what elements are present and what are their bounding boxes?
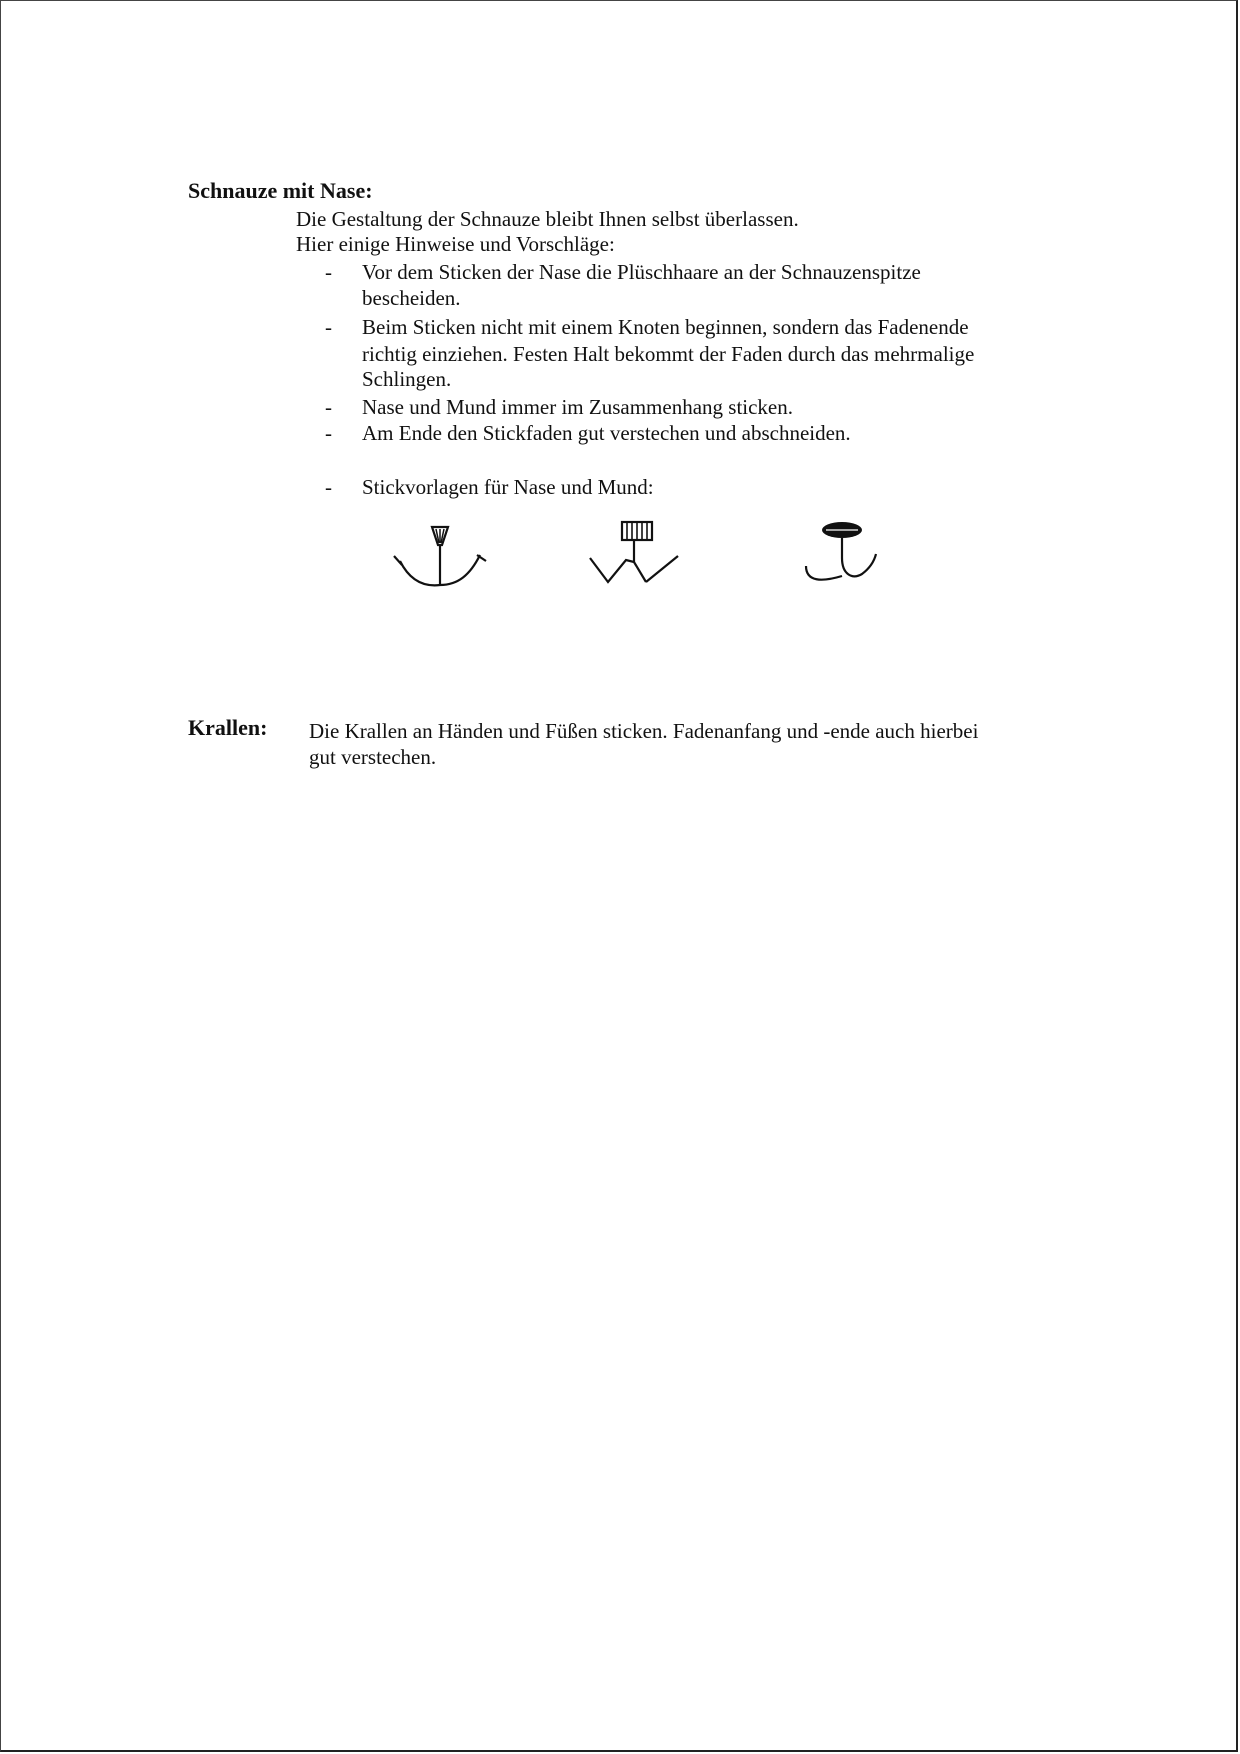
bullet-2-line-3: Schlingen. bbox=[362, 367, 452, 391]
square-nose-zigzag-drawing bbox=[586, 518, 686, 588]
bullet-marker: - bbox=[325, 315, 332, 339]
triangle-nose-smile-drawing bbox=[388, 523, 488, 593]
bullet-2-line-1: Beim Sticken nicht mit einem Knoten beginnen, sondern das Fadenende bbox=[362, 315, 969, 339]
bullet-5-line-1: Stickvorlagen für Nase und Mund: bbox=[362, 475, 654, 499]
bullet-1-line-1: Vor dem Sticken der Nase die Plüschhaare an der Schnauzenspitze bbox=[362, 260, 921, 284]
bullet-2-line-2: richtig einziehen. Festen Halt bekommt der Faden durch das mehrmalige bbox=[362, 342, 975, 366]
claws-line-2: gut verstechen. bbox=[309, 745, 437, 769]
snout-intro-line-2: Hier einige Hinweise und Vorschläge: bbox=[296, 232, 615, 256]
oval-nose-hook-drawing bbox=[800, 518, 880, 588]
claws-heading: Krallen: bbox=[188, 715, 268, 740]
bullet-4-line-1: Am Ende den Stickfaden gut verstechen und abschneiden. bbox=[362, 421, 851, 445]
snout-intro-line-1: Die Gestaltung der Schnauze bleibt Ihnen selbst überlassen. bbox=[296, 207, 799, 231]
bullet-1-line-2: bescheiden. bbox=[362, 286, 461, 310]
bullet-marker: - bbox=[325, 475, 332, 499]
snout-heading: Schnauze mit Nase: bbox=[188, 178, 373, 203]
bullet-3-line-1: Nase und Mund immer im Zusammenhang sticken. bbox=[362, 395, 794, 419]
bullet-marker: - bbox=[325, 421, 332, 445]
bullet-marker: - bbox=[325, 260, 332, 284]
bullet-marker: - bbox=[325, 395, 332, 419]
claws-line-1: Die Krallen an Händen und Füßen sticken. Fadenanfang und -ende auch hierbei bbox=[309, 719, 979, 743]
